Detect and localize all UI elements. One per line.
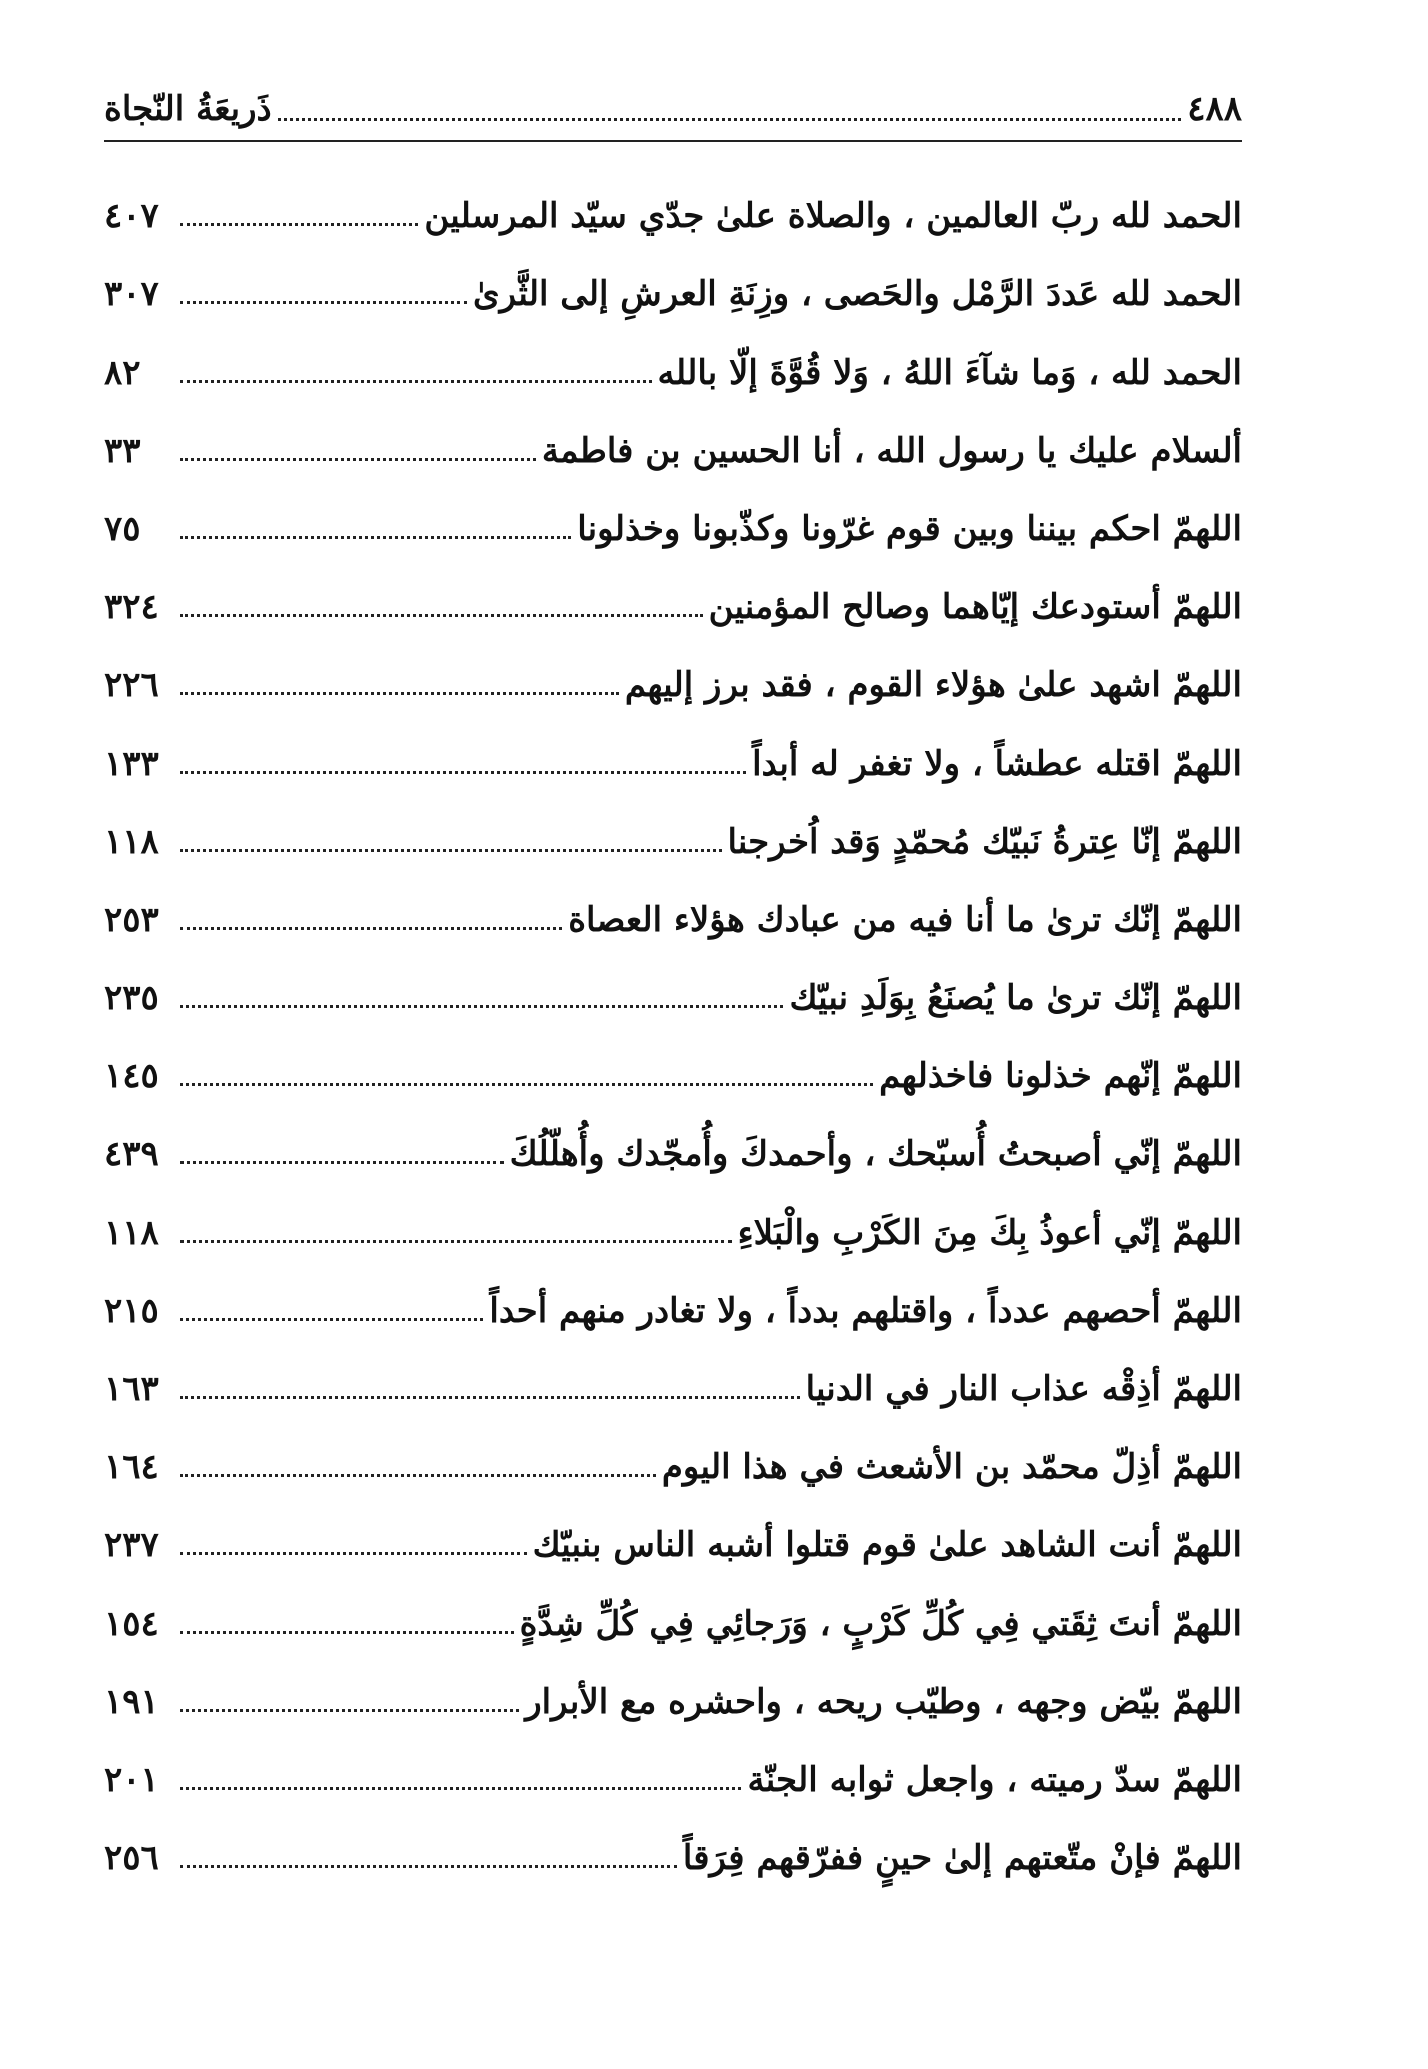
dot-leader <box>180 301 467 304</box>
entry-page-number: ١٥٤ <box>104 1603 159 1644</box>
entry-page-number: ٢٥٣ <box>104 899 159 940</box>
entry-text: الحمد لله ، وَما شآءَ اللهُ ، وَلا قُوَّةَ إلّا بالله <box>657 352 1242 393</box>
entry-page-number: ٣٠٧ <box>104 274 159 315</box>
entry-text: اللهمّ أنتَ ثِقَتي فِي كُلِّ كَرْبٍ ، وَرَجائِي فِي كُلِّ شِدَّةٍ <box>519 1603 1242 1644</box>
entry-page-number: ١٩١ <box>104 1681 159 1722</box>
index-entry <box>104 1499 1242 1577</box>
dot-leader <box>180 1318 483 1321</box>
index-entry <box>104 717 1242 795</box>
index-entry <box>104 874 1242 952</box>
entry-page-number: ٢٥٦ <box>104 1838 159 1879</box>
index-entry <box>104 1186 1242 1264</box>
dot-leader <box>180 1787 741 1790</box>
entry-text: اللهمّ إنّهم خذلونا فاخذلهم <box>879 1056 1242 1097</box>
dot-leader <box>180 536 571 539</box>
index-entry <box>104 1421 1242 1499</box>
dot-leader <box>180 1474 656 1477</box>
dot-leader <box>180 849 722 852</box>
entry-text: اللهمّ فإنْ متّعتهم إلىٰ حينٍ ففرّقهم فِرَقاً <box>682 1838 1242 1879</box>
dot-leader <box>180 1709 519 1712</box>
entry-page-number: ١٦٤ <box>104 1447 159 1488</box>
entry-text: اللهمّ أذِقْه عذاب النار في الدنيا <box>805 1369 1242 1409</box>
entry-page-number: ٣٣ <box>104 430 141 471</box>
dot-leader <box>180 771 746 774</box>
entry-page-number: ٢٣٧ <box>104 1525 159 1566</box>
page-number: ٤٨٨ <box>1187 89 1242 129</box>
entry-text: اللهمّ احكم بيننا وبين قوم غرّونا وكذّبونا وخذلونا <box>577 508 1242 549</box>
entry-text: الحمد لله ربّ العالمين ، والصلاة علىٰ جدّي سيّد المرسلين <box>424 196 1242 237</box>
index-list <box>104 170 1242 1890</box>
entry-page-number: ٨٢ <box>104 352 141 393</box>
dot-leader <box>180 1865 677 1868</box>
entry-text: اللهمّ إنّك ترىٰ ما أنا فيه من عبادك هؤلاء العصاة <box>568 899 1242 940</box>
entry-page-number: ٤٣٩ <box>104 1134 159 1175</box>
running-header <box>104 78 1242 142</box>
dot-leader <box>180 1396 800 1399</box>
dot-leader <box>180 614 703 617</box>
index-entry <box>104 1108 1242 1186</box>
entry-page-number: ٣٢٤ <box>104 587 159 628</box>
entry-page-number: ٢٠١ <box>104 1759 159 1800</box>
index-entry <box>104 1030 1242 1108</box>
entry-text: ألسلام عليك يا رسول الله ، أنا الحسين بن فاطمة <box>541 430 1242 471</box>
header-dot-leader <box>278 118 1182 121</box>
index-entry <box>104 248 1242 326</box>
dot-leader <box>180 380 652 383</box>
index-entry <box>104 796 1242 874</box>
entry-page-number: ١١٨ <box>104 1212 159 1253</box>
index-entry <box>104 1656 1242 1734</box>
index-entry <box>104 170 1242 248</box>
entry-page-number: ٤٠٧ <box>104 196 159 237</box>
entry-text: اللهمّ إنّك ترىٰ ما يُصنَعُ بِوَلَدِ نبيّك <box>789 978 1242 1019</box>
dot-leader <box>180 1631 514 1634</box>
index-entry <box>104 1265 1242 1343</box>
entry-text: اللهمّ اشهد علىٰ هؤلاء القوم ، فقد برز إليهم <box>624 665 1242 706</box>
index-entry <box>104 326 1242 404</box>
entry-page-number: ٢١٥ <box>104 1290 159 1331</box>
dot-leader <box>180 1552 527 1555</box>
index-entry <box>104 639 1242 717</box>
index-entry <box>104 483 1242 561</box>
dot-leader <box>180 692 619 695</box>
index-entry <box>104 1577 1242 1655</box>
entry-page-number: ١١٨ <box>104 821 159 862</box>
entry-text: اللهمّ أحصهم عدداً ، واقتلهم بدداً ، ولا تغادر منهم أحداً <box>489 1290 1242 1331</box>
entry-page-number: ١٣٣ <box>104 743 159 784</box>
book-title: ذَريعَةُ النّجاة <box>104 89 272 129</box>
entry-text: اللهمّ اقتله عطشاً ، ولا تغفر له أبداً <box>752 743 1242 784</box>
entry-text: اللهمّ أستودعك إيّاهما وصالح المؤمنين <box>708 587 1242 628</box>
entry-text: اللهمّ إنّا عِترةُ نَبيّك مُحمّدٍ وَقد اُخرجنا <box>727 821 1242 862</box>
dot-leader <box>180 1005 783 1008</box>
entry-text: اللهمّ إنّي أعوذُ بِكَ مِنَ الكَرْبِ والْبَلاءِ <box>737 1212 1242 1253</box>
index-entry <box>104 1734 1242 1812</box>
dot-leader <box>180 1161 504 1164</box>
entry-page-number: ١٤٥ <box>104 1056 159 1097</box>
entry-page-number: ٧٥ <box>104 508 141 549</box>
index-entry <box>104 1343 1242 1421</box>
entry-text: اللهمّ أذِلّ محمّد بن الأشعث في هذا اليوم <box>661 1447 1242 1488</box>
entry-page-number: ٢٣٥ <box>104 978 159 1019</box>
index-entry <box>104 1812 1242 1890</box>
index-entry <box>104 952 1242 1030</box>
index-entry <box>104 405 1242 483</box>
index-entry <box>104 561 1242 639</box>
entry-page-number: ١٦٣ <box>104 1369 159 1409</box>
dot-leader <box>180 1083 873 1086</box>
entry-text: اللهمّ بيّض وجهه ، وطيّب ريحه ، واحشره مع الأبرار <box>525 1681 1242 1722</box>
entry-text: الحمد لله عَددَ الرَّمْل والحَصى ، وزِنَةِ العرشِ إلى الثَّرىٰ <box>473 274 1242 315</box>
dot-leader <box>180 458 536 461</box>
entry-text: اللهمّ سدّ رميته ، واجعل ثوابه الجنّة <box>747 1759 1242 1800</box>
dot-leader <box>180 1240 732 1243</box>
dot-leader <box>180 223 418 226</box>
dot-leader <box>180 927 562 930</box>
entry-text: اللهمّ إنّي أصبحتُ أُسبّحك ، وأحمدكَ وأُمجّدك وأُهلّلُكَ <box>509 1134 1242 1175</box>
entry-text: اللهمّ أنت الشاهد علىٰ قوم قتلوا أشبه الناس بنبيّك <box>532 1525 1242 1566</box>
entry-page-number: ٢٢٦ <box>104 665 159 706</box>
